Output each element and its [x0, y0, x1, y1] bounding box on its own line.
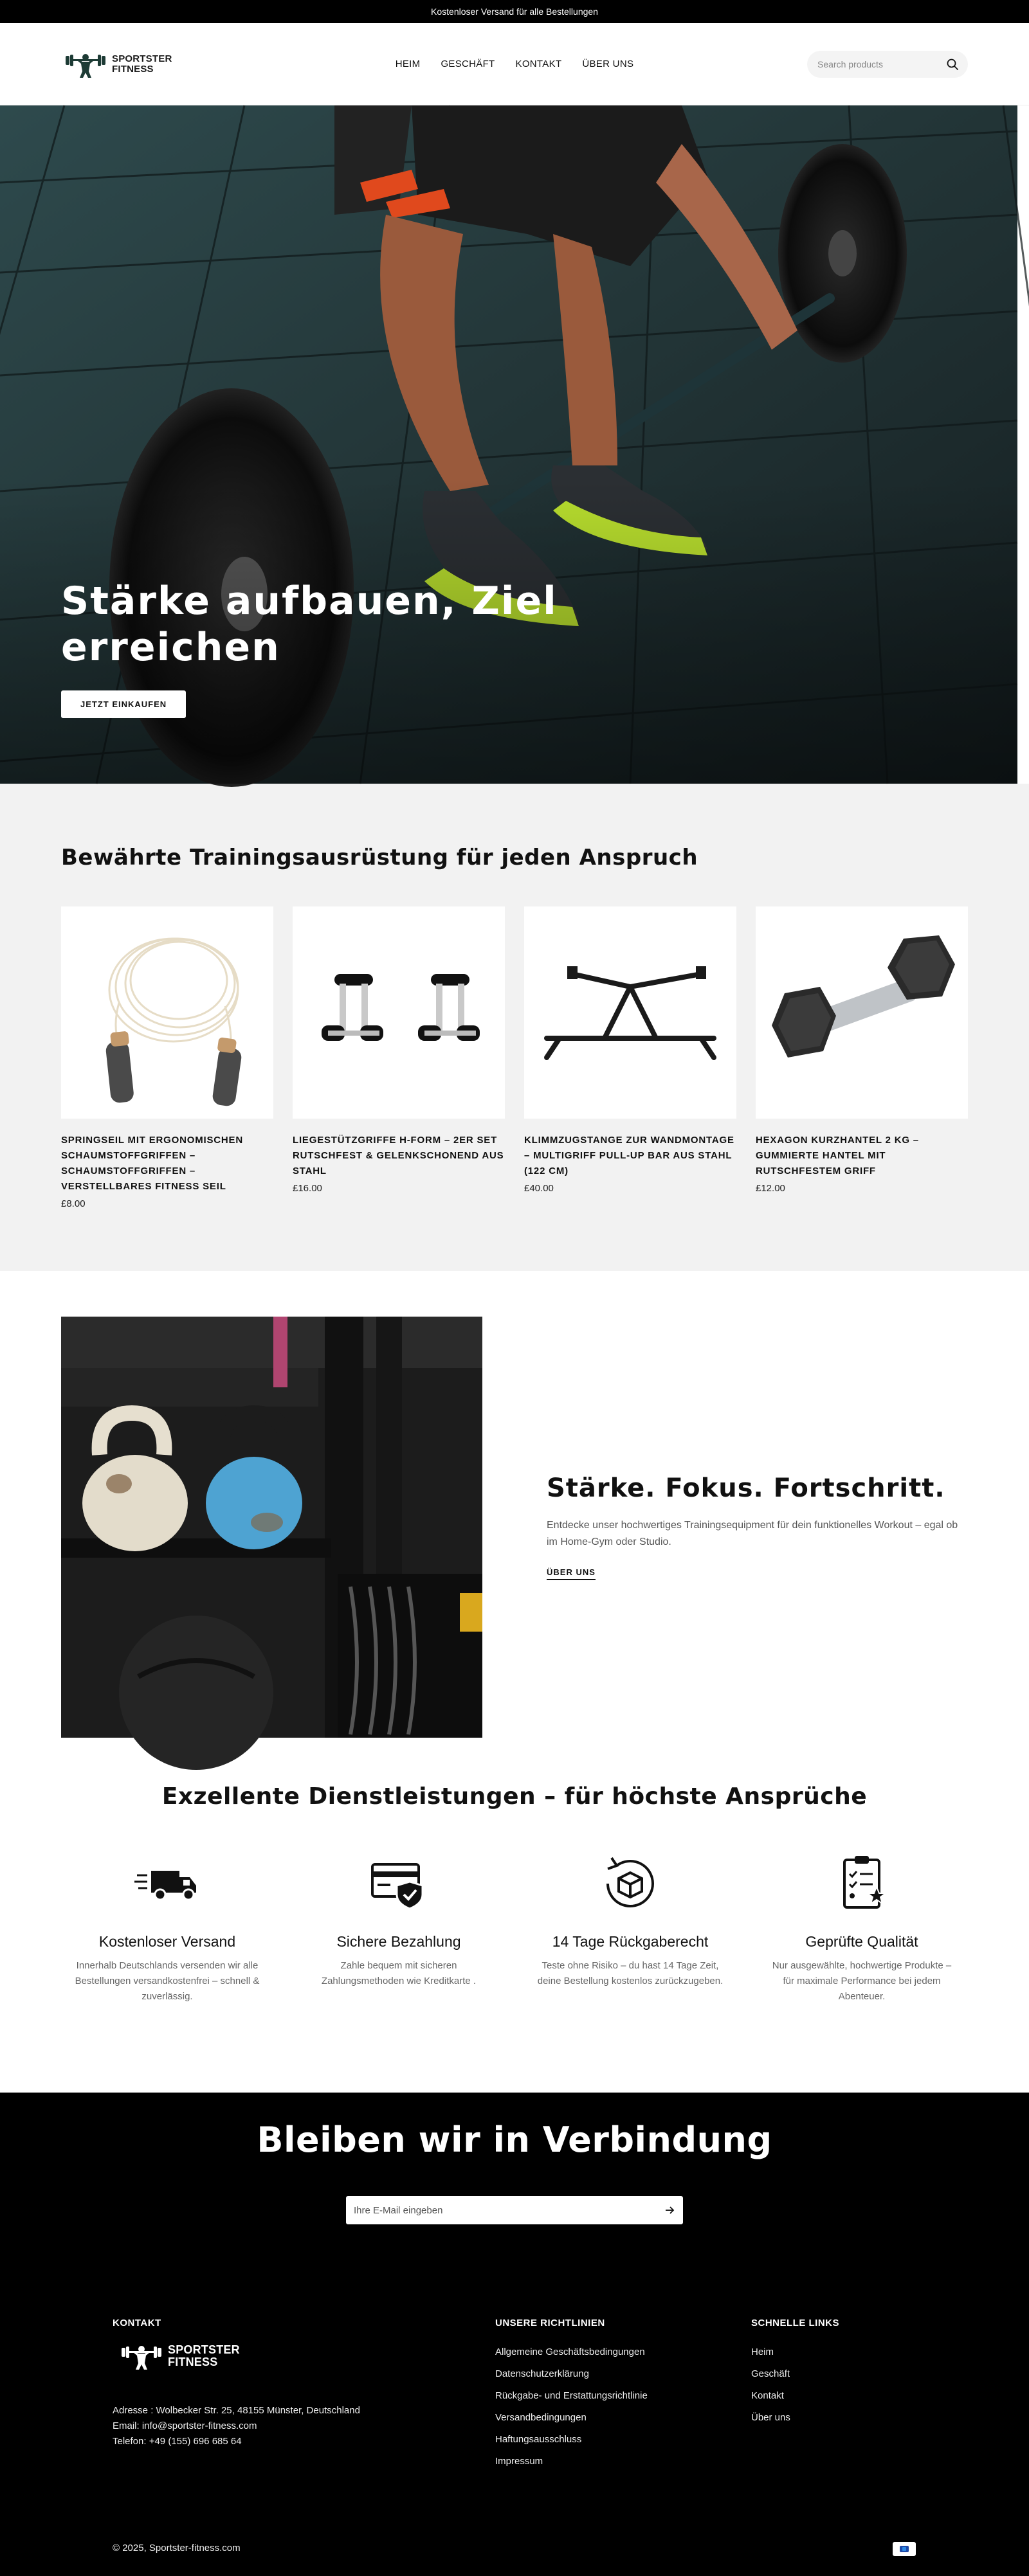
- services-row: [0, 1848, 1029, 2004]
- brand-line-2: FITNESS: [112, 63, 154, 75]
- weightlifter-logo-icon: [120, 2341, 163, 2371]
- service-item: [752, 1848, 971, 2004]
- footer-link-imprint[interactable]: Impressum: [495, 2456, 543, 2467]
- footer-link-privacy[interactable]: Datenschutzerklärung: [495, 2368, 589, 2379]
- product-title[interactable]: LIEGESTÜTZGRIFFE H-FORM – 2ER SET RUTSCHFEST & GELENKSCHONEND AUS STAHL: [293, 1135, 504, 1176]
- product-image[interactable]: [293, 906, 505, 1119]
- service-title: Kostenloser Versand: [98, 1933, 236, 1950]
- hero-title: Stärke aufbauen, Ziel erreichen: [61, 579, 558, 670]
- products-section: [0, 784, 1029, 1271]
- footer-quick-links-col: [751, 2318, 839, 2472]
- main-nav: [396, 59, 634, 69]
- hero-banner: [0, 105, 1017, 784]
- feature-title: Stärke. Fokus. Fortschritt.: [547, 1473, 945, 1503]
- search-box: [807, 51, 968, 78]
- newsletter-email-input[interactable]: [354, 2205, 664, 2216]
- services-section: [0, 1783, 1029, 2093]
- announcement-text: Kostenloser Versand für alle Bestellungen: [431, 6, 598, 17]
- nav-link-home[interactable]: HEIM: [395, 59, 421, 69]
- announcement-bar: [0, 0, 1029, 23]
- site-footer: [0, 2093, 1029, 2576]
- search-icon[interactable]: [946, 58, 959, 71]
- footer-link-contact[interactable]: Kontakt: [751, 2390, 784, 2401]
- service-text: Innerhalb Deutschlands versenden wir alle Bestellungen versandkostenfrei – schnell & zuverlässig.: [75, 1960, 260, 2002]
- product-image[interactable]: [756, 906, 968, 1119]
- product-title[interactable]: HEXAGON KURZHANTEL 2 KG – GUMMIERTE HANTEL MIT RUTSCHFESTEM GRIFF: [756, 1135, 919, 1176]
- service-title: 14 Tage Rückgaberecht: [552, 1933, 709, 1950]
- product-price: £12.00: [756, 1183, 785, 1194]
- footer-contact-col: [113, 2318, 495, 2472]
- footer-columns: [113, 2318, 916, 2472]
- footer-logo[interactable]: [120, 2341, 495, 2371]
- pushup-handles-icon: [302, 948, 495, 1077]
- kettlebell-rack-image: [61, 1317, 482, 1738]
- footer-link-shop[interactable]: Geschäft: [751, 2368, 790, 2379]
- footer-link-terms[interactable]: Allgemeine Geschäftsbedingungen: [495, 2346, 645, 2357]
- service-item: [521, 1848, 740, 2004]
- nav-link-shop[interactable]: GESCHÄFT: [441, 59, 495, 69]
- footer-brand-name: [168, 2344, 240, 2368]
- product-price: £8.00: [61, 1198, 86, 1209]
- product-image[interactable]: [61, 906, 273, 1119]
- service-text: Nur ausgewählte, hochwertige Produkte – für maximale Performance bei jedem Abenteuer.: [772, 1960, 952, 2002]
- brand-line-1: SPORTSTER: [168, 2343, 240, 2356]
- services-heading: Exzellente Dienstleistungen – für höchste Ansprüche: [161, 1783, 868, 1810]
- product-price: £16.00: [293, 1183, 322, 1194]
- newsletter-form: [346, 2196, 683, 2224]
- secure-card-icon: [363, 1848, 434, 1919]
- product-price: £40.00: [524, 1183, 554, 1194]
- feature-description: Entdecke unser hochwertiges Trainingsequipment für dein funktionelles Workout – egal ob im Home-Gym oder Studio.: [547, 1520, 958, 1547]
- product-title[interactable]: SPRINGSEIL MIT ERGONOMISCHEN SCHAUMSTOFFGRIFFEN – SCHAUMSTOFFGRIFFEN – VERSTELLBARES FITNESS SEIL: [61, 1135, 243, 1192]
- footer-contact-details: [113, 2403, 495, 2449]
- pullup-bar-icon: [534, 948, 727, 1077]
- shop-now-button[interactable]: JETZT EINKAUFEN: [61, 690, 186, 718]
- product-card[interactable]: [524, 906, 736, 1209]
- copyright-text: © 2025, Sportster-fitness.com: [113, 2543, 241, 2553]
- footer-phone[interactable]: Telefon: +49 (155) 696 685 64: [113, 2436, 242, 2447]
- kettlebell-photo: [61, 1317, 482, 1738]
- weightlifter-logo-icon: [64, 50, 107, 79]
- hero-deadlift-image: [0, 105, 1017, 784]
- footer-link-about[interactable]: Über uns: [751, 2412, 790, 2423]
- service-item: [289, 1848, 508, 2004]
- footer-policies-col: [495, 2318, 751, 2472]
- product-title[interactable]: KLIMMZUGSTANGE ZUR WANDMONTAGE – MULTIGRIFF PULL-UP BAR AUS STAHL (122 CM): [524, 1135, 734, 1176]
- footer-address: Adresse : Wolbecker Str. 25, 48155 Münster, Deutschland: [113, 2405, 360, 2416]
- arrow-right-icon[interactable]: [664, 2204, 675, 2216]
- footer-link-disclaimer[interactable]: Haftungsausschluss: [495, 2434, 582, 2445]
- service-text: Zahle bequem mit sicheren Zahlungsmethoden wie Kreditkarte .: [321, 1960, 477, 1986]
- hex-dumbbell-icon: [759, 929, 965, 1096]
- product-grid: [61, 906, 968, 1209]
- feature-section: [0, 1271, 1029, 1783]
- quality-checklist-icon: [826, 1848, 897, 1919]
- brand-line-2: FITNESS: [168, 2355, 218, 2368]
- feature-text: [547, 1473, 965, 1580]
- search-input[interactable]: [817, 59, 946, 69]
- hero-cta-wrap: [61, 690, 186, 718]
- nav-link-about[interactable]: ÜBER UNS: [582, 59, 634, 69]
- product-card[interactable]: [61, 906, 273, 1209]
- brand-logo[interactable]: [64, 50, 193, 79]
- return-box-icon: [595, 1848, 666, 1919]
- product-image[interactable]: [524, 906, 736, 1119]
- newsletter-title: Bleiben wir in Verbindung: [257, 2120, 772, 2160]
- about-us-link[interactable]: ÜBER UNS: [547, 1567, 596, 1580]
- service-title: Sichere Bezahlung: [336, 1933, 461, 1950]
- payment-paypal-icon: [893, 2542, 916, 2556]
- jump-rope-icon: [71, 916, 264, 1109]
- site-header: [0, 23, 1029, 105]
- nav-link-contact[interactable]: KONTAKT: [515, 59, 562, 69]
- service-text: Teste ohne Risiko – du hast 14 Tage Zeit, deine Bestellung kostenlos zurückzugeben.: [537, 1960, 724, 1986]
- products-heading: Bewährte Trainingsausrüstung für jeden Anspruch: [61, 845, 698, 870]
- footer-quick-heading: SCHNELLE LINKS: [751, 2318, 840, 2328]
- product-card[interactable]: [756, 906, 968, 1209]
- footer-link-home[interactable]: Heim: [751, 2346, 774, 2357]
- footer-link-shipping[interactable]: Versandbedingungen: [495, 2412, 587, 2423]
- footer-contact-heading: KONTAKT: [113, 2318, 161, 2328]
- footer-policies-heading: UNSERE RICHTLINIEN: [495, 2318, 605, 2328]
- service-item: [58, 1848, 277, 2004]
- delivery-truck-icon: [132, 1848, 203, 1919]
- service-title: Geprüfte Qualität: [805, 1933, 918, 1950]
- brand-name: [112, 54, 172, 75]
- footer-link-refund[interactable]: Rückgabe- und Erstattungsrichtlinie: [495, 2390, 648, 2401]
- brand-line-1: SPORTSTER: [112, 53, 172, 64]
- footer-email[interactable]: Email: info@sportster-fitness.com: [113, 2420, 257, 2431]
- product-card[interactable]: [293, 906, 505, 1209]
